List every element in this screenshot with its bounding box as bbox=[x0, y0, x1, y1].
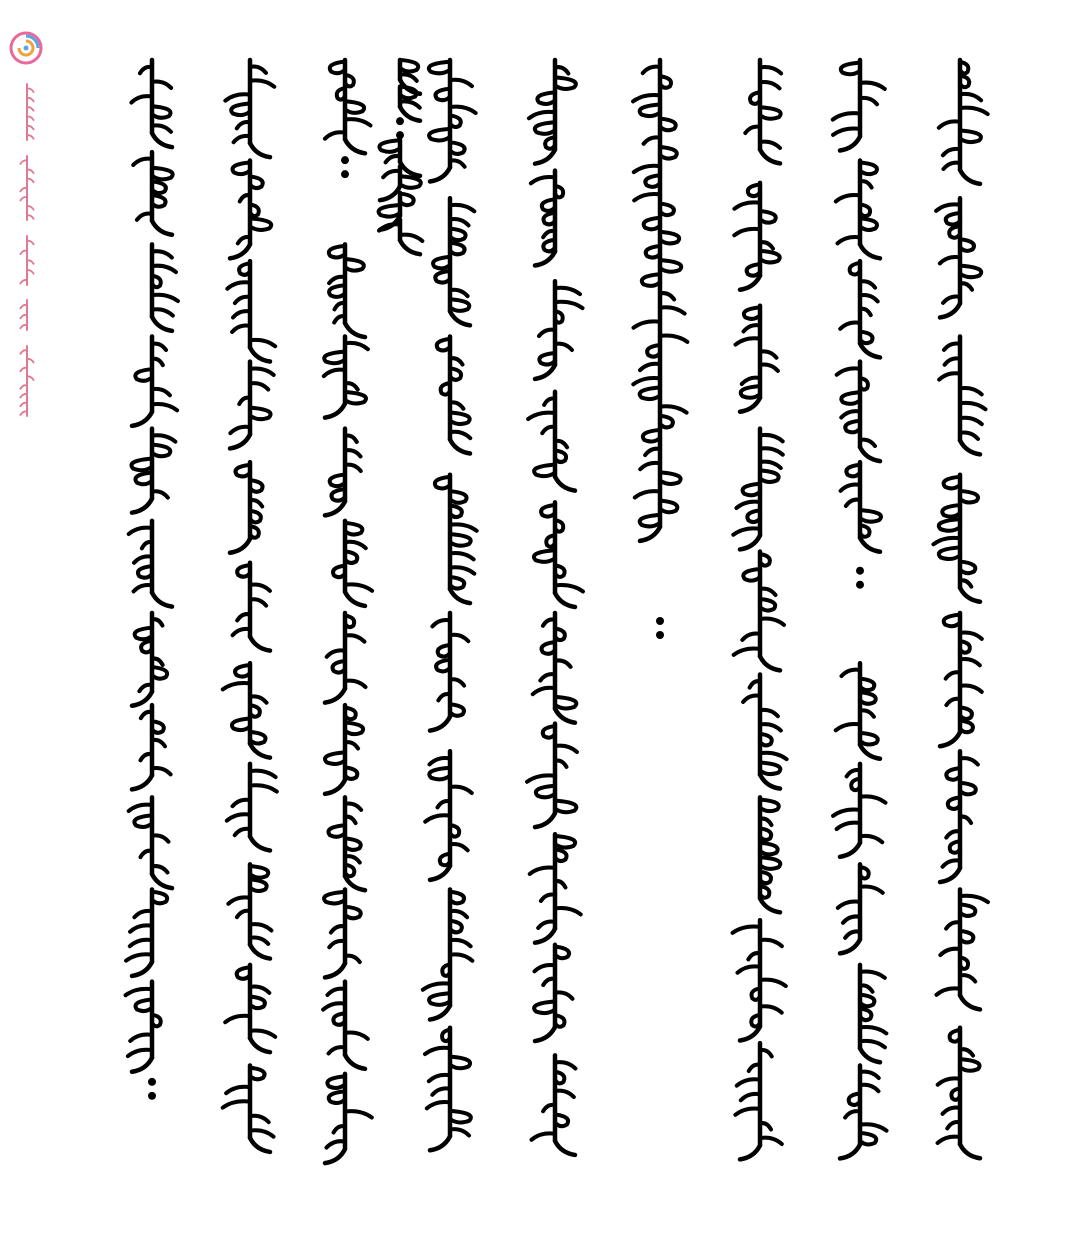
text-column-4 bbox=[379, 60, 423, 254]
text-column-7 bbox=[633, 60, 687, 639]
text-column-9 bbox=[833, 60, 887, 1158]
text-column-10 bbox=[933, 60, 987, 1158]
text-column-3 bbox=[323, 60, 372, 1163]
mongolian-text-block bbox=[100, 40, 1020, 1220]
text-column-2 bbox=[223, 60, 277, 1152]
watermark-brand-text bbox=[12, 80, 42, 420]
watermark bbox=[0, 28, 52, 428]
text-column-1 bbox=[126, 60, 178, 1100]
text-column-6 bbox=[527, 60, 583, 1155]
watermark-brand-glyphs bbox=[20, 84, 34, 416]
swirl-logo-icon bbox=[6, 28, 46, 68]
text-column-8 bbox=[733, 60, 787, 1159]
text-column-5 bbox=[423, 60, 477, 1150]
